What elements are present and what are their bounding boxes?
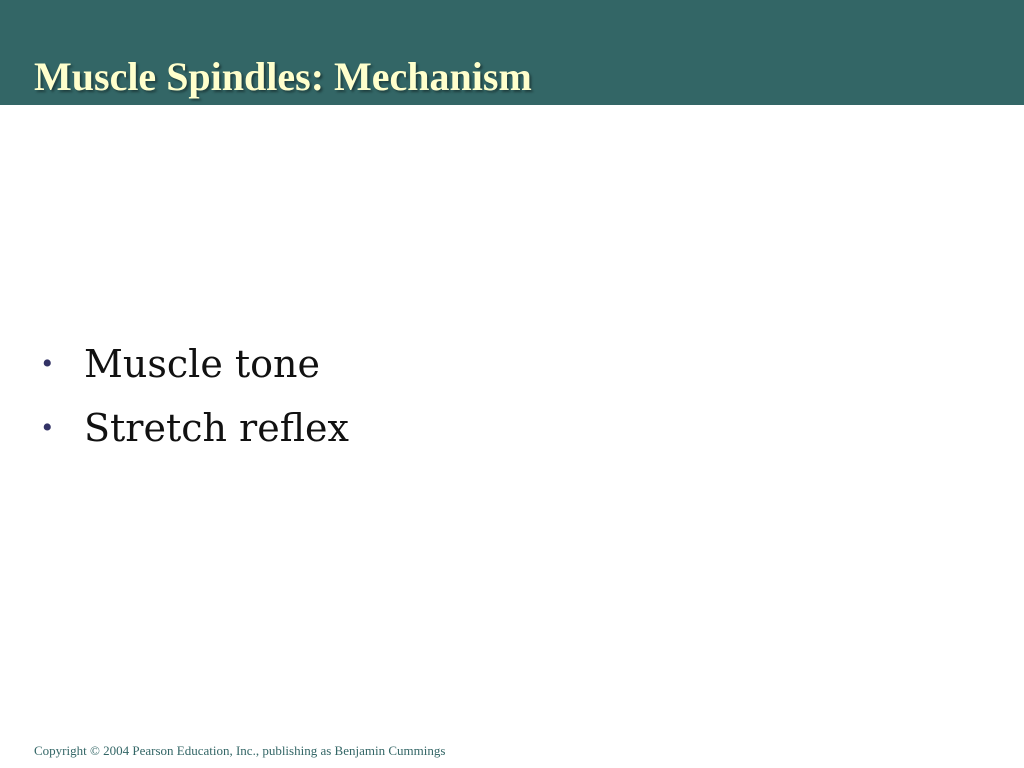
bullet-dot-icon: •	[42, 411, 53, 444]
bullet-dot-icon: •	[42, 347, 53, 380]
bullet-item-muscle-tone	[42, 338, 349, 402]
bullet-item-stretch-reflex	[42, 402, 349, 466]
bullet-text: Stretch reflex	[84, 406, 349, 450]
bullet-text: Muscle tone	[84, 342, 320, 386]
copyright-footer: Copyright © 2004 Pearson Education, Inc., publishing as Benjamin Cummings	[34, 743, 446, 758]
bullet-list	[42, 338, 349, 466]
slide-title: Muscle Spindles: Mechanism	[34, 54, 532, 99]
